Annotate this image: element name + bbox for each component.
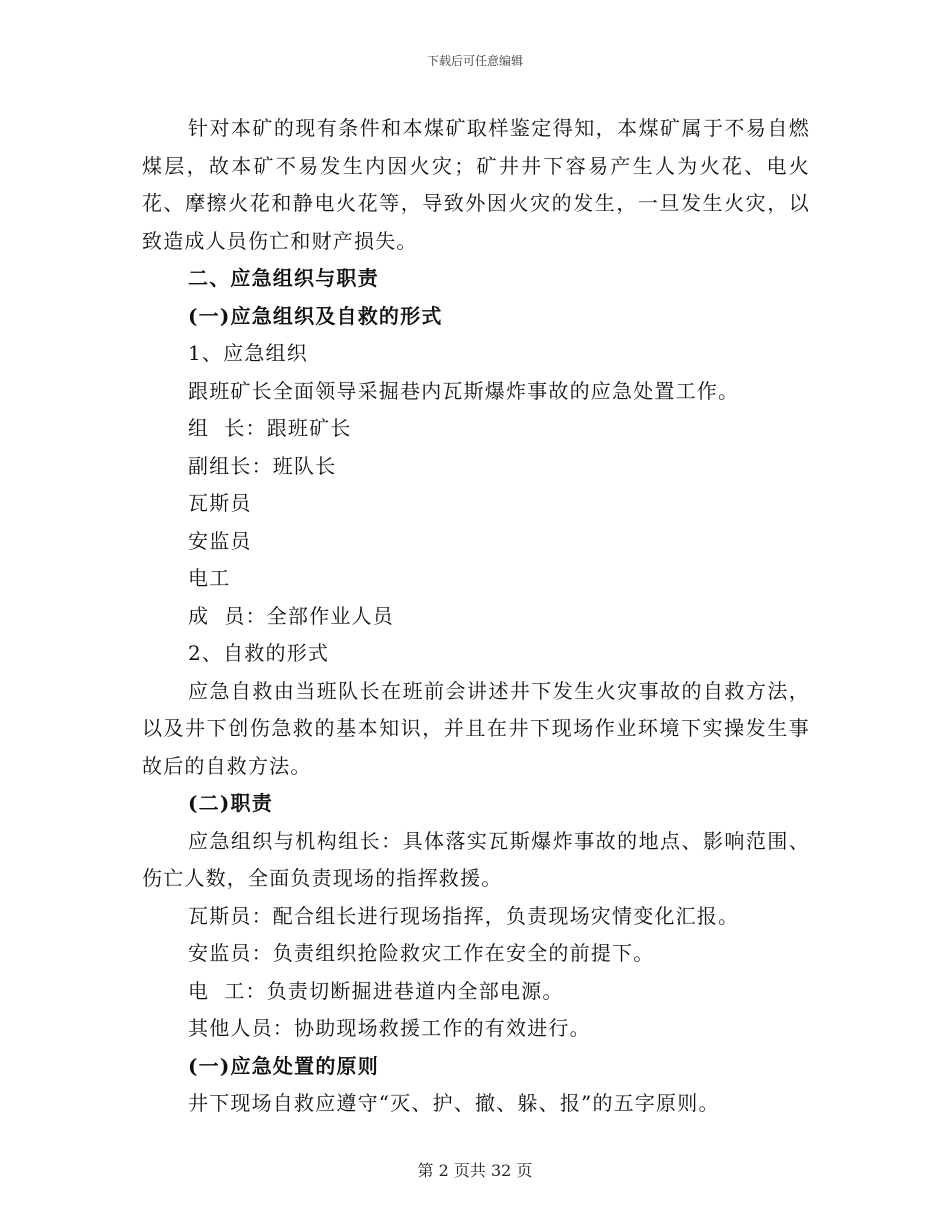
role-electrician: 电工: [188, 566, 231, 590]
subsection-heading-organization-forms: (一)应急组织及自救的形式: [188, 303, 443, 328]
paragraph-self-rescue: 应急自救由当班队长在班前会讲述井下发生火灾事故的自救方法，以及井下创伤急救的基本知识，并且在井下现场作业环境下实操发生事故后的自救方法。: [142, 678, 810, 778]
role-deputy: 副组长：班队长: [188, 453, 337, 478]
duty-gas-inspector: 瓦斯员：配合组长进行现场指挥，负责现场灾情变化汇报。: [188, 903, 740, 928]
duty-electrician: 电 工：负责切断掘进巷道内全部电源。: [188, 978, 564, 1003]
duty-leader: 应急组织与机构组长：具体落实瓦斯爆炸事故的地点、影响范围、伤亡人数，全面负责现场的指挥救援。: [142, 828, 810, 890]
duty-safety-inspector: 安监员：负责组织抢险救灾工作在安全的前提下。: [188, 941, 655, 965]
role-gas-inspector: 瓦斯员: [188, 491, 252, 515]
page-footer: 第 2 页共 32 页: [417, 1161, 533, 1180]
subsection-heading-duties: (二)职责: [188, 791, 273, 815]
item-self-rescue-forms: 2、自救的形式: [188, 641, 330, 665]
role-safety-inspector: 安监员: [188, 528, 252, 553]
role-leader: 组 长：跟班矿长: [188, 416, 352, 440]
item-emergency-organization: 1、应急组织: [188, 341, 308, 365]
paragraph-principles: 井下现场自救应遵守“灭、护、撤、躲、报”的五字原则。: [188, 1091, 720, 1115]
paragraph-fire-risk: 针对本矿的现有条件和本煤矿取样鉴定得知，本煤矿属于不易自燃煤层，故本矿不易发生内因火灾；矿井井下容易产生人为火花、电火花、摩擦火花和静电火花等，导致外因火灾的发生，一旦发生火灾，以致造成人员伤亡和财产损失。: [142, 116, 810, 253]
paragraph-lead: 跟班矿长全面领导采掘巷内瓦斯爆炸事故的应急处置工作。: [188, 378, 740, 403]
subsection-heading-principles: (一)应急处置的原则: [188, 1053, 379, 1078]
duty-others: 其他人员：协助现场救援工作的有效进行。: [188, 1016, 591, 1040]
page-header: 下载后可任意编辑: [426, 54, 523, 68]
role-members: 成 员：全部作业人员: [188, 603, 394, 628]
section-heading-emergency-organization: 二、应急组织与职责: [188, 266, 379, 290]
document-body: [142, 110, 810, 1123]
